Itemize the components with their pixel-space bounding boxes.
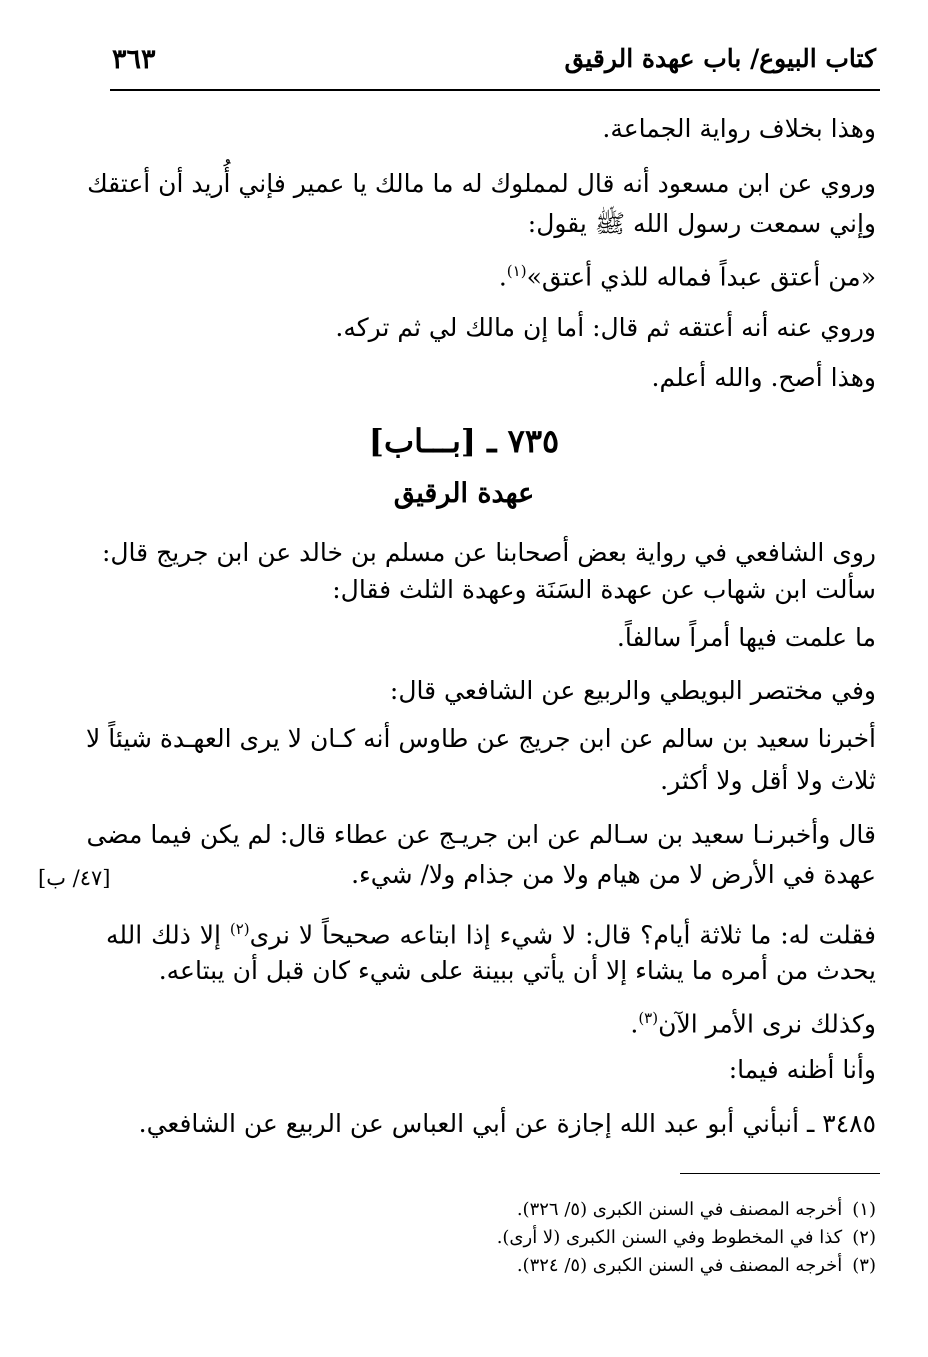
footnote-ref: (٣)	[638, 1009, 659, 1027]
text-line	[106, 1002, 876, 1040]
text-line: وإني سمعت رسول الله ﷺ يقول:	[527, 209, 876, 238]
text-line: وروي عن ابن مسعود أنه قال لمملوك له ما مالك يا عمير فإني أُريد أن أعتقك	[87, 169, 876, 198]
text-line: وهذا بخلاف رواية الجماعة.	[602, 114, 876, 143]
footnote	[106, 1226, 876, 1250]
footnote-divider	[680, 1173, 880, 1174]
footnote-ref: (١)	[506, 262, 527, 280]
hadith-quote: «من أعتق عبداً فماله للذي أعتق»	[526, 262, 876, 292]
text-line	[106, 913, 876, 951]
text-segment: وكذلك نرى الأمر الآن	[658, 1009, 876, 1039]
footnote	[106, 1254, 876, 1278]
footnote-marker: (١)	[852, 1199, 876, 1220]
chapter-title: عهدة الرقيق	[393, 478, 535, 509]
text-line: وفي مختصر البويطي والربيع عن الشافعي قال:	[389, 676, 876, 705]
footnote-marker: (٣)	[852, 1255, 876, 1276]
page-number: ٣٦٣	[112, 44, 156, 75]
text-line: ثلاث ولا أقل ولا أكثر.	[660, 766, 876, 795]
punctuation: .	[630, 1009, 639, 1039]
punctuation: .	[498, 262, 507, 292]
footnote-marker: (٢)	[852, 1227, 876, 1248]
footnote-ref: (٢)	[229, 920, 250, 938]
footnote-text: أخرجه المصنف في السنن الكبرى (٥/ ٣٢٦).	[516, 1199, 843, 1220]
text-line: وروي عنه أنه أعتقه ثم قال: أما إن مالك لي ثم تركه.	[335, 313, 876, 342]
text-segment: فقلت له: ما ثلاثة أيام؟ قال: لا شيء إذا ابتاعه صحيحاً لا نرى	[249, 920, 876, 950]
text-line: وأنا أظنه فيما:	[728, 1055, 876, 1084]
footnote-text: كذا في المخطوط وفي السنن الكبرى (لا أرى).	[496, 1227, 843, 1248]
footnote-text: أخرجه المصنف في السنن الكبرى (٥/ ٣٢٤).	[516, 1255, 843, 1276]
text-line: سألت ابن شهاب عن عهدة السَنَة وعهدة الثلث فقال:	[332, 575, 876, 604]
text-line: أخبرنا سعيد بن سالم عن ابن جريج عن طاوس أنه كـان لا يرى العهـدة شيئاً لا	[86, 724, 876, 753]
running-header-title: كتاب البيوع/ باب عهدة الرقيق	[564, 44, 876, 73]
text-line: عهدة في الأرض لا من هيام ولا من جذام ولا/ شيء.	[351, 860, 876, 889]
text-line	[106, 255, 876, 293]
text-segment: إلا ذلك الله	[106, 920, 230, 950]
footnote	[106, 1198, 876, 1222]
header-divider	[110, 89, 880, 91]
text-line: يحدث من أمره ما يشاء إلا أن يأتي ببينة على شيء كان قبل أن يبتاعه.	[158, 956, 876, 985]
chapter-number: ٧٣٥ ـ [بـــاب]	[368, 422, 560, 460]
text-line: ما علمت فيها أمراً سالفاً.	[616, 623, 876, 652]
text-line: قال وأخبرنـا سعيد بن سـالم عن ابن جريـج عن عطاء قال: لم يكن فيما مضى	[86, 820, 876, 849]
text-line: وهذا أصح. والله أعلم.	[651, 363, 876, 392]
hadith-number-line: ٣٤٨٥ ـ أنبأني أبو عبد الله إجازة عن أبي العباس عن الربيع عن الشافعي.	[138, 1109, 876, 1138]
manuscript-folio-ref: [٤٧/ ب]	[38, 866, 111, 890]
text-line: روى الشافعي في رواية بعض أصحابنا عن مسلم بن خالد عن ابن جريج قال:	[101, 538, 876, 567]
